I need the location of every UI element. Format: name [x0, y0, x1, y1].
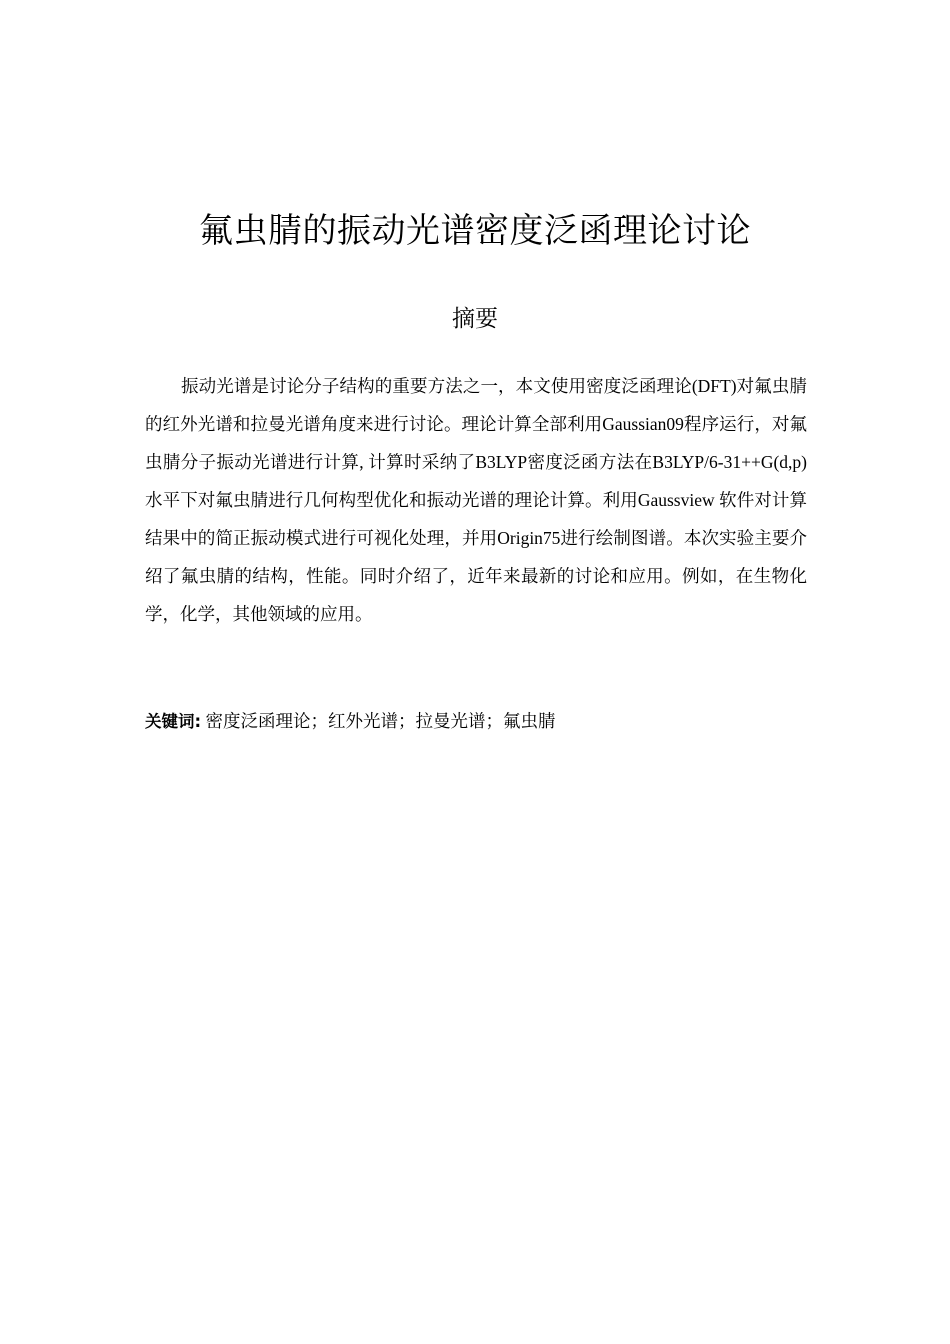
abstract-body: 振动光谱是讨论分子结构的重要方法之一，本文使用密度泛函理论(DFT)对氟虫腈的红外光谱和拉曼光谱角度来进行讨论。理论计算全部利用Gaussian09程序运行，对氟虫腈分子振动光谱进行计算, 计算时采纳了B3LYP密度泛函方法在B3LYP/6-31++G(d,p)水平下对氟虫腈进行几何构型优化和振动光谱的理论计算。利用Gaussview 软件对计算结果中的简正振动模式进行可视化处理，并用Origin75进行绘制图谱。本次实验主要介绍了氟虫腈的结构，性能。同时介绍了，近年来最新的讨论和应用。例如，在生物化学，化学，其他领域的应用。	[145, 376, 807, 624]
keywords-line	[145, 704, 807, 739]
abstract-heading: 摘要	[452, 306, 498, 332]
keywords-text: 密度泛函理论；红外光谱；拉曼光谱；氟虫腈	[201, 711, 556, 731]
keywords-label: 关键词:	[145, 712, 202, 731]
paper-title: 氟虫腈的振动光谱密度泛函理论讨论	[199, 211, 751, 251]
